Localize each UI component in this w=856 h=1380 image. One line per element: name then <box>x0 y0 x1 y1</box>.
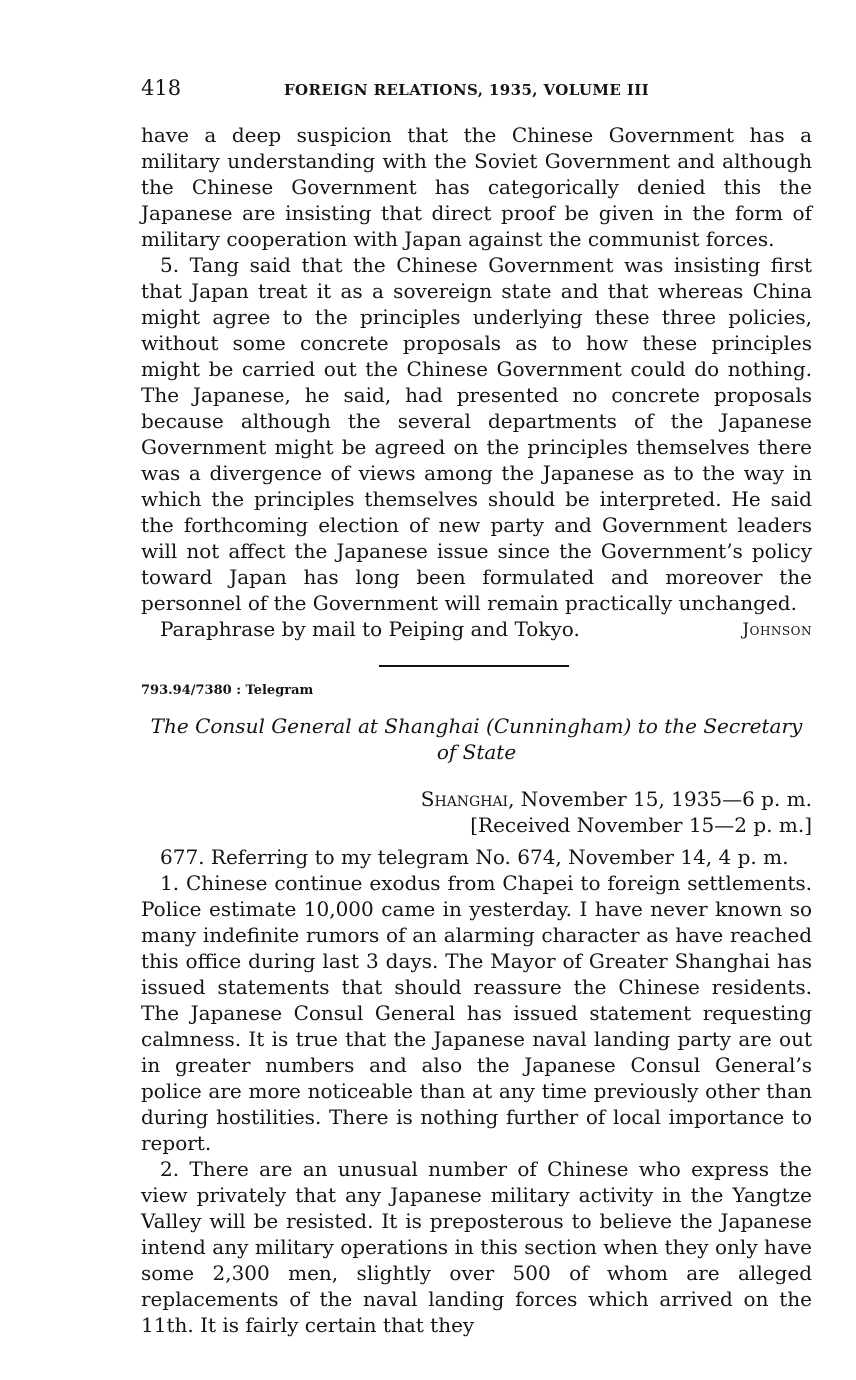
paragraph-5: 5. Tang said that the Chinese Government was insisting first that Japan treat it as a sovereign state and that whereas China might agree to the principles underlying these three policies, without some concrete proposals as to how these principles might be carried out the Chinese Government could do nothing. The Japanese, he said, had presented no concrete proposals because although the several departments of the Japanese Government might be agreed on the principles themselves there was a divergence of views among the Japanese as to the way in which the principles themselves should be interpreted. He said the forthcoming election of new party and Government leaders will not affect the Japanese issue since the Government’s policy toward Japan has long been formulated and moreover the personnel of the Government will remain practically unchanged. <box>141 253 812 615</box>
received-note: [Received November 15—2 p. m.] <box>470 813 812 837</box>
dateline <box>421 786 812 838</box>
dateline-place: Shanghai <box>420 787 509 811</box>
file-number: 793.94/7380 : Telegram <box>141 683 314 698</box>
dateline-date: , November 15, 1935—6 p. m. <box>508 787 812 811</box>
running-head: FOREIGN RELATIONS, 1935, VOLUME III <box>284 81 650 99</box>
paragraph-2: 2. There are an unusual number of Chinese who express the view privately that any Japanese military activity in the Yangtze Valley will be resisted. It is preposterous to believe the Japanese intend any military operations in this section when they only have some 2,300 men, slightly over 500 of whom are alleged replacements of the naval landing forces which arrived on the 11th. It is fairly certain that they <box>141 1157 812 1337</box>
paragraph-closing: Paraphrase by mail to Peiping and Tokyo. <box>160 617 580 641</box>
paragraph-continued: have a deep suspicion that the Chinese Government has a military understanding with the Soviet Government and although the Chinese Government has categorically denied this the Japanese are insisting that direct proof be given in the form of military cooperation with Japan against the communist forces. <box>141 123 812 251</box>
heading-line-2: of State <box>436 740 517 764</box>
paragraph-intro: 677. Referring to my telegram No. 674, November 14, 4 p. m. <box>160 845 789 869</box>
paragraph-1: 1. Chinese continue exodus from Chapei to foreign settlements. Police estimate 10,000 came in yesterday. I have never known so many indefinite rumors of an alarming character as have reached this office during last 3 days. The Mayor of Greater Shanghai has issued statements that should reassure the Chinese residents. The Japanese Consul General has issued statement requesting calmness. It is true that the Japanese naval landing party are out in greater numbers and also the Japanese Consul General’s police are more noticeable than at any time previously other than during hostilities. There is nothing further of local importance to report. <box>141 871 812 1155</box>
document-heading <box>141 713 812 765</box>
section-1-body <box>141 122 812 642</box>
signature: Johnson <box>742 620 812 640</box>
page-number: 418 <box>141 76 182 100</box>
section-2-body <box>141 844 812 1338</box>
page-header <box>141 76 812 106</box>
heading-line-1: The Consul General at Shanghai (Cunningham) to the Secretary <box>150 714 803 738</box>
section-divider <box>379 665 569 667</box>
